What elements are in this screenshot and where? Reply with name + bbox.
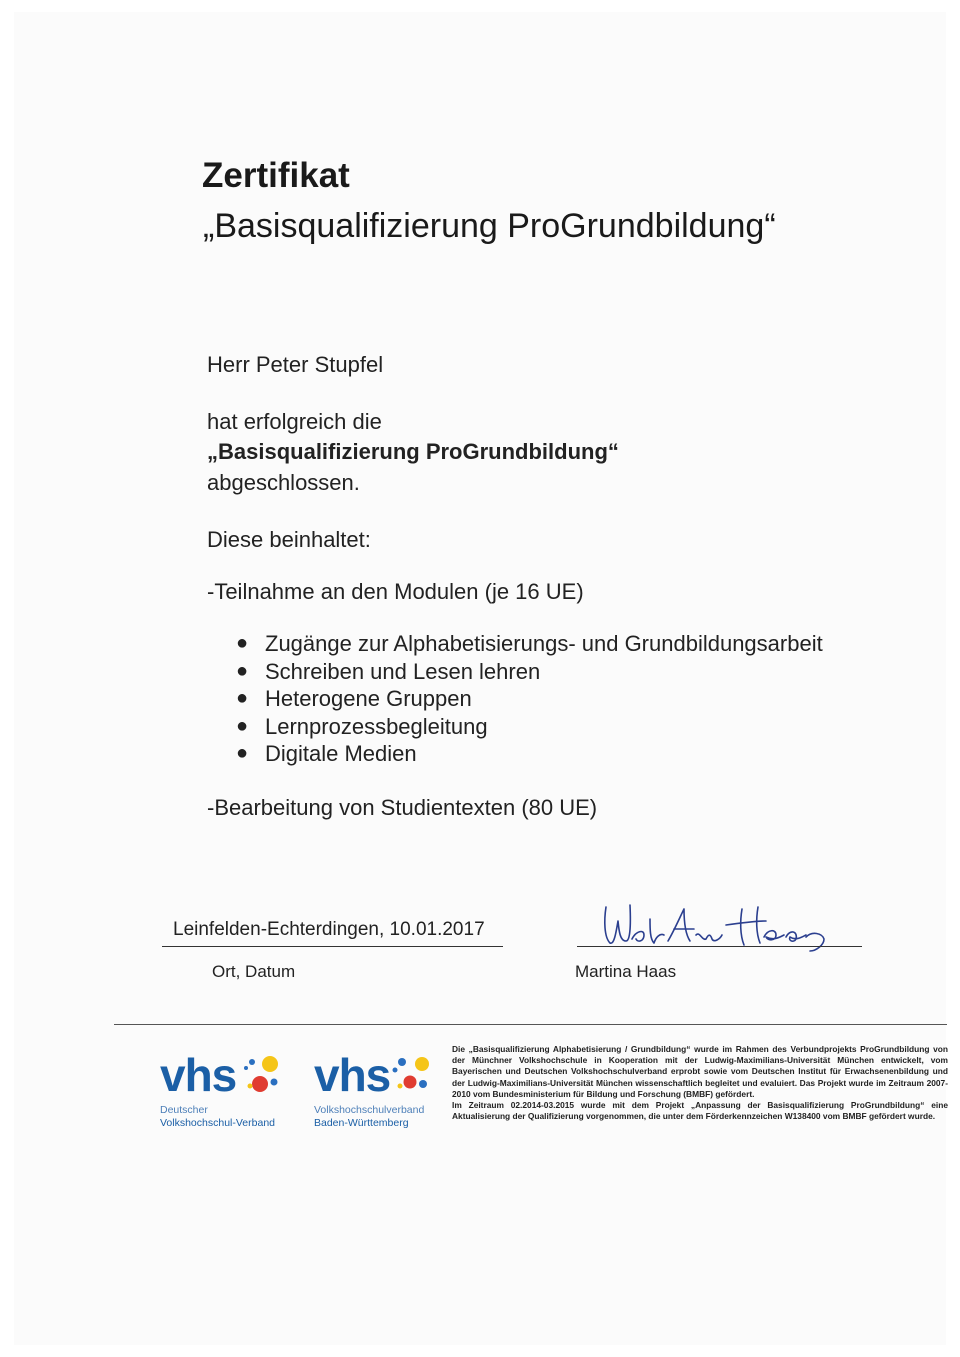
colored-dots-icon bbox=[242, 1054, 284, 1096]
dvv-line1: Deutscher bbox=[160, 1104, 208, 1116]
bullet-icon: ● bbox=[236, 714, 249, 737]
funding-footnote bbox=[452, 1044, 948, 1122]
colored-dots-icon bbox=[390, 1054, 432, 1096]
module-label: Zugänge zur Alphabetisierungs- und Grundbildungsarbeit bbox=[265, 631, 823, 656]
list-item bbox=[236, 630, 823, 658]
vhs-wordmark: vhs bbox=[160, 1049, 237, 1101]
vhs-wordmark: vhs bbox=[314, 1049, 391, 1101]
bullet-icon: ● bbox=[236, 742, 249, 764]
footer-divider bbox=[114, 1024, 947, 1025]
module-label: Heterogene Gruppen bbox=[265, 686, 472, 711]
signature-line bbox=[577, 946, 862, 947]
dvv-logo bbox=[160, 1049, 275, 1130]
contains-label: Diese beinhaltet: bbox=[207, 527, 371, 552]
list-item bbox=[236, 740, 823, 768]
bullet-icon: ● bbox=[236, 659, 249, 682]
list-item bbox=[236, 713, 823, 741]
course-name: „Basisqualifizierung ProGrundbildung“ bbox=[207, 439, 619, 464]
bullet-icon: ● bbox=[236, 687, 249, 709]
vhsbw-line2: Baden-Württemberg bbox=[314, 1117, 409, 1129]
list-item bbox=[236, 658, 823, 686]
bullet-icon: ● bbox=[236, 632, 249, 654]
studies-text: -Bearbeitung von Studientexten (80 UE) bbox=[207, 795, 598, 820]
module-label: Lernprozessbegleitung bbox=[265, 713, 488, 739]
module-label: Schreiben und Lesen lehren bbox=[265, 658, 541, 684]
vhsbw-line1: Volkshochschulverband bbox=[314, 1104, 425, 1116]
modules-heading: -Teilnahme an den Modulen (je 16 UE) bbox=[207, 579, 584, 604]
completed-text: abgeschlossen. bbox=[207, 470, 360, 495]
place-date-label: Ort, Datum bbox=[212, 962, 296, 981]
place-date-line bbox=[162, 946, 503, 947]
footnote-paragraph: Im Zeitraum 02.2014-03.2015 wurde mit dem Projekt „Anpassung der Basisqualifizierung ProGrundbildung“ eine Aktualisierung der Qualifizierung vorgenommen, die unter dem Förderkennzeichen W138400 vom BMBF gefördert wurde. bbox=[452, 1100, 948, 1122]
vhs-bw-logo bbox=[314, 1049, 425, 1130]
certificate-subtitle: „Basisqualifizierung ProGrundbildung“ bbox=[203, 207, 776, 245]
dvv-line2: Volkshochschul-Verband bbox=[160, 1117, 275, 1129]
footnote-paragraph: Die „Basisqualifizierung Alphabetisierung / Grundbildung“ wurde im Rahmen des Verbundprojekts ProGrundbildung von der Münchner Volkshochschule in Kooperation mit der Ludwig-Maximilians-Universität München entwickelt, vom Bayerischen und Deutschen Volkshochschulverband erprobt sowie vom Deutschen Institut für Erwachsenenbildung und der Ludwig-Maximilians-Universität München wissenschaftlich begleitet und evaluiert. Das Projekt wurde im Zeitraum 2007-2010 vom Bundesministerium für Bildung und Forschung (BMBF) gefördert. bbox=[452, 1044, 948, 1099]
list-item bbox=[236, 685, 823, 713]
recipient-name: Herr Peter Stupfel bbox=[207, 352, 384, 377]
module-label: Digitale Medien bbox=[265, 741, 417, 766]
signer-name: Martina Haas bbox=[575, 962, 677, 981]
intro-text: hat erfolgreich die bbox=[207, 409, 382, 434]
module-list bbox=[236, 630, 823, 768]
place-date: Leinfelden-Echterdingen, 10.01.2017 bbox=[173, 919, 485, 940]
certificate-title: Zertifikat bbox=[202, 156, 350, 195]
